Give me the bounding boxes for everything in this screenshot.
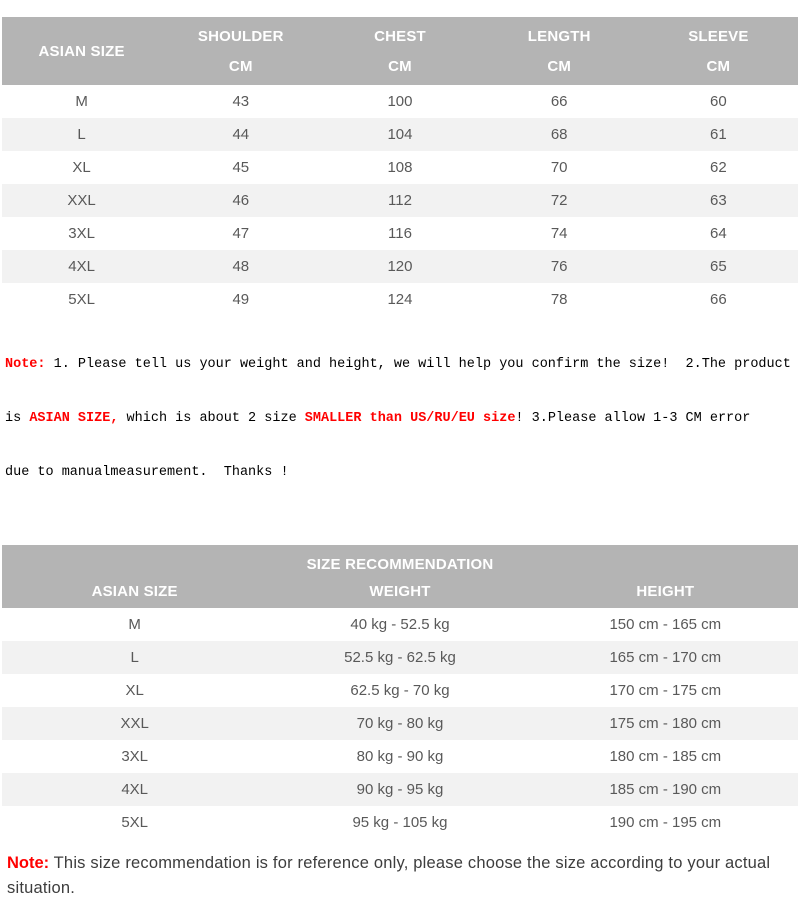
height-cell: 165 cm - 170 cm — [609, 649, 722, 666]
shoulder-cell: 43 — [232, 93, 250, 110]
height-cell: 180 cm - 185 cm — [609, 748, 722, 765]
chest-cell: 112 — [388, 192, 412, 209]
height-cell: 170 cm - 175 cm — [609, 682, 722, 699]
size-cell: M — [128, 616, 141, 633]
table-row — [2, 608, 798, 641]
note-text: which is about 2 size — [118, 411, 305, 426]
size-cell: L — [130, 649, 139, 666]
table-row — [2, 151, 798, 184]
column-header-label: SHOULDER — [197, 28, 284, 45]
column-header-label: CHEST — [374, 28, 426, 45]
table-row — [2, 217, 798, 250]
size-cell: 3XL — [121, 748, 149, 765]
column-header-label: SLEEVE — [688, 28, 749, 45]
size-recommendation-table — [2, 545, 798, 839]
table-row — [2, 641, 798, 674]
recommendation-column-headers — [2, 575, 798, 608]
table-row — [2, 740, 798, 773]
size-cell: XXL — [67, 192, 96, 209]
length-cell: 72 — [550, 192, 568, 209]
column-header-length — [480, 17, 639, 85]
table-row — [2, 806, 798, 839]
size-note-line — [5, 410, 798, 428]
column-header-height: HEIGHT — [636, 583, 695, 600]
column-header-unit: CM — [228, 58, 253, 75]
size-table — [2, 17, 798, 316]
note-text: ! 3.Please allow 1-3 CM error — [515, 411, 751, 426]
shoulder-cell: 45 — [232, 159, 250, 176]
size-cell: 3XL — [68, 225, 95, 242]
note-label: Note: — [7, 854, 50, 872]
sleeve-cell: 66 — [710, 291, 727, 308]
table-row — [2, 773, 798, 806]
weight-cell: 95 kg - 105 kg — [352, 814, 448, 831]
note-text: due to manualmeasurement. Thanks ! — [5, 465, 289, 480]
column-header-asian-size: ASIAN SIZE — [38, 42, 125, 60]
length-cell: 70 — [550, 159, 568, 176]
size-cell: 5XL — [68, 291, 95, 308]
chest-cell: 108 — [387, 159, 413, 176]
height-cell: 185 cm - 190 cm — [609, 781, 722, 798]
recommendation-table-header — [2, 545, 798, 608]
column-header-asian-size: ASIAN SIZE — [91, 583, 178, 600]
note-highlight: SMALLER than US/RU/EU size — [304, 411, 516, 426]
chest-cell: 100 — [387, 93, 413, 110]
column-header-label: LENGTH — [527, 28, 591, 45]
size-cell: 4XL — [68, 258, 95, 275]
weight-cell: 40 kg - 52.5 kg — [350, 616, 450, 633]
size-cell: XL — [72, 159, 91, 176]
note-label: Note: — [5, 357, 46, 372]
column-header-unit: CM — [388, 58, 412, 75]
recommendation-table-title: SIZE RECOMMENDATION — [306, 556, 494, 573]
size-note — [5, 320, 798, 500]
table-row — [2, 674, 798, 707]
length-cell: 74 — [550, 225, 568, 242]
chest-cell: 120 — [387, 258, 413, 275]
size-cell: XXL — [120, 715, 149, 732]
sleeve-cell: 64 — [710, 225, 727, 242]
sleeve-cell: 61 — [710, 126, 727, 143]
column-header-unit: CM — [547, 58, 572, 75]
size-table-header — [2, 17, 798, 85]
recommendation-note — [7, 851, 790, 901]
shoulder-cell: 49 — [232, 291, 250, 308]
column-header-shoulder — [161, 17, 320, 85]
note-highlight: ASIAN SIZE, — [29, 411, 119, 426]
size-note-line — [5, 464, 798, 482]
sleeve-cell: 62 — [710, 159, 727, 176]
size-cell: 5XL — [121, 814, 149, 831]
shoulder-cell: 46 — [232, 192, 250, 209]
shoulder-cell: 48 — [232, 258, 250, 275]
sleeve-cell: 60 — [710, 93, 727, 110]
shoulder-cell: 44 — [232, 126, 250, 143]
length-cell: 68 — [550, 126, 568, 143]
table-row — [2, 85, 798, 118]
table-row — [2, 283, 798, 316]
height-cell: 190 cm - 195 cm — [609, 814, 722, 831]
column-header-chest — [320, 17, 479, 85]
height-cell: 150 cm - 165 cm — [609, 616, 722, 633]
shoulder-cell: 47 — [232, 225, 250, 242]
chest-cell: 124 — [387, 291, 413, 308]
chest-cell: 104 — [387, 126, 413, 143]
weight-cell: 70 kg - 80 kg — [356, 715, 444, 732]
size-note-line — [5, 356, 798, 374]
sleeve-cell: 63 — [710, 192, 727, 209]
length-cell: 66 — [550, 93, 568, 110]
table-row — [2, 184, 798, 217]
length-cell: 76 — [550, 258, 568, 275]
weight-cell: 90 kg - 95 kg — [356, 781, 444, 798]
column-header-weight: WEIGHT — [369, 583, 431, 600]
weight-cell: 80 kg - 90 kg — [356, 748, 444, 765]
sleeve-cell: 65 — [710, 258, 727, 275]
table-row — [2, 707, 798, 740]
table-row — [2, 250, 798, 283]
length-cell: 78 — [550, 291, 568, 308]
size-cell: XL — [125, 682, 144, 699]
column-header-sleeve — [639, 17, 798, 85]
note-text: This size recommendation is for reference only, please choose the size according to your actual situation. — [7, 854, 771, 897]
size-cell: M — [75, 93, 88, 110]
size-cell: 4XL — [121, 781, 149, 798]
weight-cell: 52.5 kg - 62.5 kg — [344, 649, 456, 666]
chest-cell: 116 — [388, 225, 412, 242]
note-text: 1. Please tell us your weight and height, we will help you confirm the size! 2.The product — [45, 357, 791, 372]
size-cell: L — [77, 126, 86, 143]
note-text: is — [5, 411, 30, 426]
column-header-unit: CM — [706, 58, 731, 75]
weight-cell: 62.5 kg - 70 kg — [350, 682, 450, 699]
table-row — [2, 118, 798, 151]
height-cell: 175 cm - 180 cm — [609, 715, 722, 732]
